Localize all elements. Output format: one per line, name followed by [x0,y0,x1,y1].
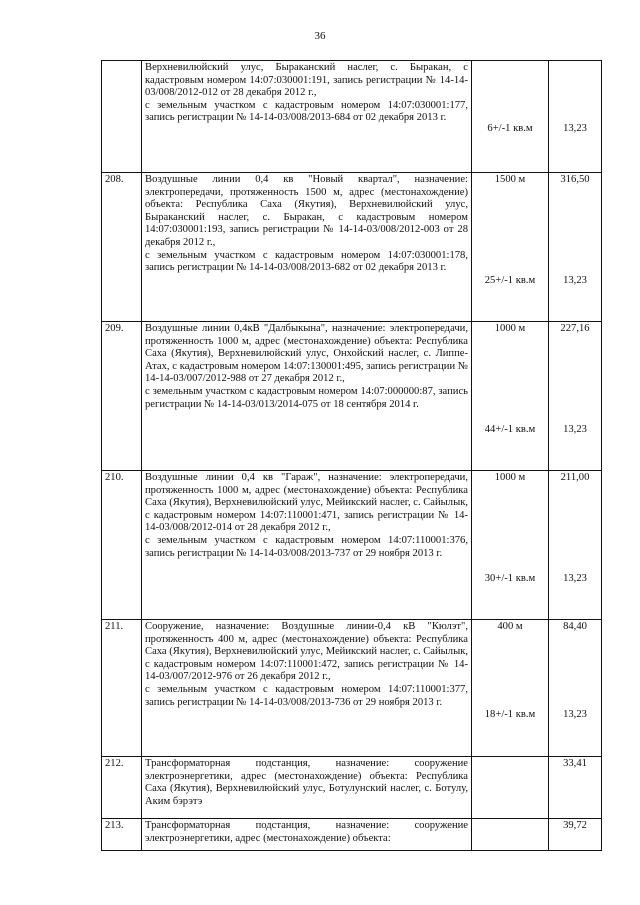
plot-area: 18+/-1 кв.м [484,709,536,720]
plot-value: 13,23 [563,709,587,720]
row-description [142,757,472,819]
object-length: 400 м [497,621,523,632]
land-plot-description: с земельным участком с кадастровым номером 14:07:000000:87, запись регистрации № 14-14-03/013/2014-075 от 18 сентября 2014 г. [145,385,468,410]
row-size [472,620,549,757]
object-value: 316,50 [560,174,590,185]
row-description [142,819,472,851]
row-number: 209. [102,322,142,471]
table-row [102,819,602,851]
object-description: Верхневилюйский улус, Быраканский наслег, с. Быракан, с кадастровым номером 14:07:030001:191, запись регистрации № 14-14-03/008/2012-012 от 28 декабря 2012 г., [145,62,468,99]
row-number: 212. [102,757,142,819]
plot-value: 13,23 [563,123,587,134]
row-value [549,471,602,620]
plot-area: 44+/-1 кв.м [484,424,536,435]
object-value: 33,41 [563,758,587,769]
plot-area: 30+/-1 кв.м [484,573,536,584]
row-value [549,819,602,851]
table-row [102,61,602,173]
land-plot-description: с земельным участком с кадастровым номером 14:07:110001:376, запись регистрации № 14-14-03/008/2013-737 от 29 ноября 2013 г. [145,534,468,559]
row-value [549,757,602,819]
row-number [102,61,142,173]
row-number: 211. [102,620,142,757]
row-size [472,61,549,173]
property-registry-table [101,60,602,851]
table-row [102,620,602,757]
row-size [472,322,549,471]
row-value [549,620,602,757]
plot-value: 13,23 [563,275,587,286]
object-length: 1500 м [494,174,526,185]
object-value: 211,00 [560,472,590,483]
object-value: 84,40 [563,621,587,632]
row-description [142,471,472,620]
object-value: 227,16 [560,323,590,334]
plot-value: 13,23 [563,573,587,584]
object-description: Воздушные линии 0,4 кв "Гараж", назначение: электропередачи, протяженность 1000 м, адрес (местонахождение) объекта: Республика Саха (Якутия), Верхневилюйский улус, Мейикский наслег, с. Сайылык, с кадастровым номером 14:07:110001:471, запись регистрации № 14-14-03/008/2012-014 от 28 декабря 2012 г., [145,472,468,534]
plot-value: 13,23 [563,424,587,435]
row-description [142,173,472,322]
object-length: 1000 м [494,472,526,483]
row-size [472,471,549,620]
page-number: 36 [314,30,326,42]
object-description: Воздушные линии 0,4 кв "Новый квартал", назначение: электропередачи, протяженность 1500 м, адрес (местонахождение) объекта: Республика Саха (Якутия), Верхневилюйский улус, Быраканский наслег, с. Быракан, с кадастровым номером 14:07:030001:193, запись регистрации № 14-14-03/008/2012-003 от 28 декабря 2012 г., [145,174,468,248]
row-value [549,173,602,322]
row-value [549,61,602,173]
table-row [102,471,602,620]
object-description: Воздушные линии 0,4кВ "Далбыкына", назначение: электропередачи, протяженность 1000 м, адрес (местонахождение) объекта: Республика Саха (Якутия), Верхневилюйский улус, Онхойский наслег, с. Липпе-Атах, с кадастровым номером 14:07:130001:495, запись регистрации № 14-14-03/007/2012-988 от 27 декабря 2012 г., [145,323,468,385]
row-number: 208. [102,173,142,322]
table-row [102,322,602,471]
row-size [472,757,549,819]
land-plot-description: с земельным участком с кадастровым номером 14:07:110001:377, запись регистрации № 14-14-03/008/2013-736 от 29 ноября 2013 г. [145,683,468,708]
land-plot-description: с земельным участком с кадастровым номером 14:07:030001:178, запись регистрации № 14-14-03/008/2013-682 от 02 декабря 2013 г. [145,249,468,274]
row-description [142,322,472,471]
table-row [102,757,602,819]
object-description: Сооружение, назначение: Воздушные линии-0,4 кВ "Кюлэт", протяженность 400 м, адрес (местонахождение) объекта: Республика Саха (Якутия), Верхневилюйский улус, Мейикский наслег, с. Сайылык, с кадастровым номером 14:07:110001:472, запись регистрации № 14-14-03/007/2012-976 от 26 декабря 2012 г., [145,621,468,683]
object-length: 1000 м [494,323,526,334]
object-value: 39,72 [563,820,587,831]
row-size [472,819,549,851]
plot-area: 25+/-1 кв.м [484,275,536,286]
object-description: Трансформаторная подстанция, назначение: сооружение электроэнергетики, адрес (местонахождение) объекта: [145,820,468,844]
plot-area: 6+/-1 кв.м [487,123,533,134]
land-plot-description: с земельным участком с кадастровым номером 14:07:030001:177, запись регистрации № 14-14-03/008/2013-684 от 02 декабря 2013 г. [145,99,468,124]
row-description [142,61,472,173]
row-description [142,620,472,757]
object-description: Трансформаторная подстанция, назначение: сооружение электроэнергетики, адрес (местонахождение) объекта: Республика Саха (Якутия), Верхневилюйский улус, Ботулунский наслег, с. Ботулу, Аким бэрэтэ [145,758,468,807]
row-value [549,322,602,471]
row-size [472,173,549,322]
row-number: 210. [102,471,142,620]
row-number: 213. [102,819,142,851]
table-row [102,173,602,322]
